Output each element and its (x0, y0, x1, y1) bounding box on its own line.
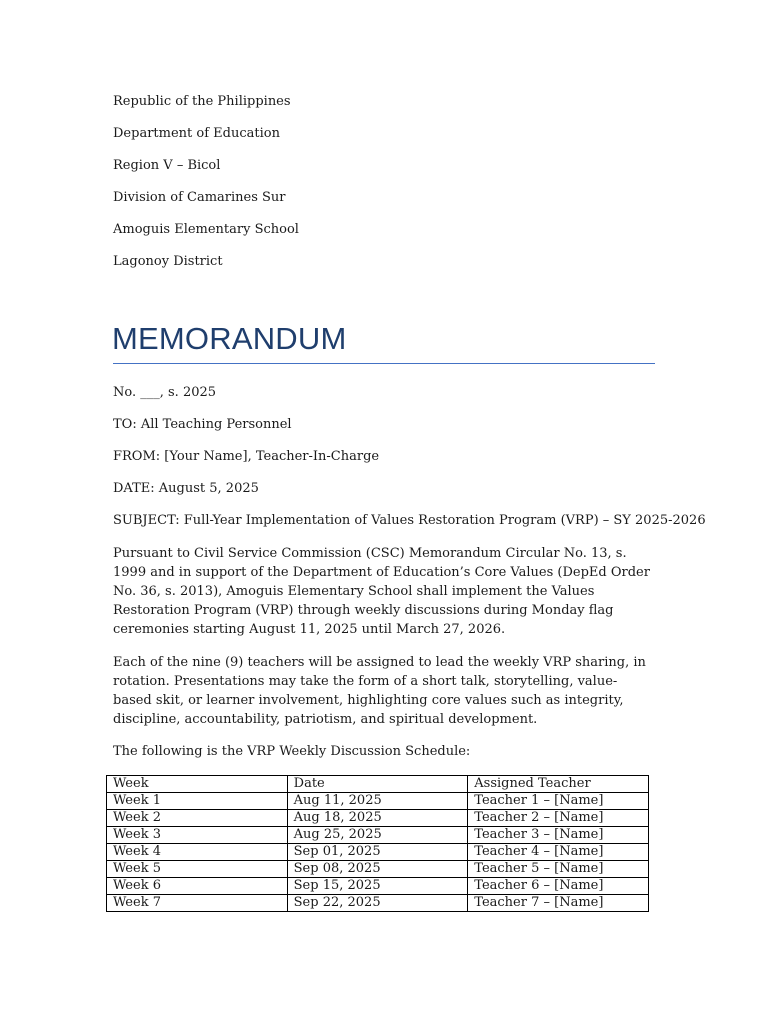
table-row (107, 793, 649, 810)
table-row (107, 810, 649, 827)
cell-date: Sep 08, 2025 (287, 861, 468, 878)
cell-teacher: Teacher 6 – [Name] (468, 878, 649, 895)
cell-teacher: Teacher 1 – [Name] (468, 793, 649, 810)
header-line-region: Region V – Bicol (113, 158, 221, 173)
memo-to: TO: All Teaching Personnel (113, 417, 292, 432)
memo-subject: SUBJECT: Full-Year Implementation of Values Restoration Program (VRP) – SY 2025-2026 (113, 513, 706, 528)
table-row (107, 878, 649, 895)
cell-week: Week 2 (107, 810, 288, 827)
memo-date: DATE: August 5, 2025 (113, 481, 259, 496)
cell-teacher: Teacher 3 – [Name] (468, 827, 649, 844)
body-paragraph-2: Each of the nine (9) teachers will be assigned to lead the weekly VRP sharing, in rotation. Presentations may take the form of a short talk, storytelling, value-based skit, or learner involvement, highlighting core values such as integrity, discipline, accountability, patriotism, and spiritual development. (113, 655, 646, 727)
header-line-department: Department of Education (113, 126, 280, 141)
cell-week: Week 6 (107, 878, 288, 895)
memo-from: FROM: [Your Name], Teacher-In-Charge (113, 449, 380, 464)
table-header-row (107, 776, 649, 793)
cell-teacher: Teacher 2 – [Name] (468, 810, 649, 827)
header-cell-date: Date (287, 776, 468, 793)
schedule-table (106, 775, 649, 912)
body-paragraph-3: The following is the VRP Weekly Discussion Schedule: (113, 744, 471, 759)
cell-teacher: Teacher 4 – [Name] (468, 844, 649, 861)
header-line-division: Division of Camarines Sur (113, 190, 286, 205)
cell-date: Sep 01, 2025 (287, 844, 468, 861)
cell-date: Aug 25, 2025 (287, 827, 468, 844)
header-line-school: Amoguis Elementary School (113, 222, 299, 237)
header-cell-week: Week (107, 776, 288, 793)
cell-date: Aug 18, 2025 (287, 810, 468, 827)
memo-number: No. ___, s. 2025 (113, 385, 217, 400)
cell-date: Sep 15, 2025 (287, 878, 468, 895)
cell-week: Week 5 (107, 861, 288, 878)
cell-teacher: Teacher 5 – [Name] (468, 861, 649, 878)
cell-date: Aug 11, 2025 (287, 793, 468, 810)
cell-week: Week 1 (107, 793, 288, 810)
memo-title: MEMORANDUM (112, 321, 347, 356)
body-paragraph-1: Pursuant to Civil Service Commission (CSC) Memorandum Circular No. 13, s. 1999 and in support of the Department of Education’s Core Values (DepEd Order No. 36, s. 2013), Amoguis Elementary School shall implement the Values Restoration Program (VRP) through weekly discussions during Monday flag ceremonies starting August 11, 2025 until March 27, 2026. (113, 546, 650, 637)
table-row (107, 844, 649, 861)
header-line-republic: Republic of the Philippines (113, 94, 291, 109)
table-row (107, 861, 649, 878)
cell-week: Week 7 (107, 895, 288, 912)
header-line-district: Lagonoy District (113, 254, 223, 269)
table-row (107, 827, 649, 844)
title-underline (113, 363, 655, 364)
table-row (107, 895, 649, 912)
cell-date: Sep 22, 2025 (287, 895, 468, 912)
cell-week: Week 3 (107, 827, 288, 844)
cell-week: Week 4 (107, 844, 288, 861)
cell-teacher: Teacher 7 – [Name] (468, 895, 649, 912)
header-cell-teacher: Assigned Teacher (468, 776, 649, 793)
